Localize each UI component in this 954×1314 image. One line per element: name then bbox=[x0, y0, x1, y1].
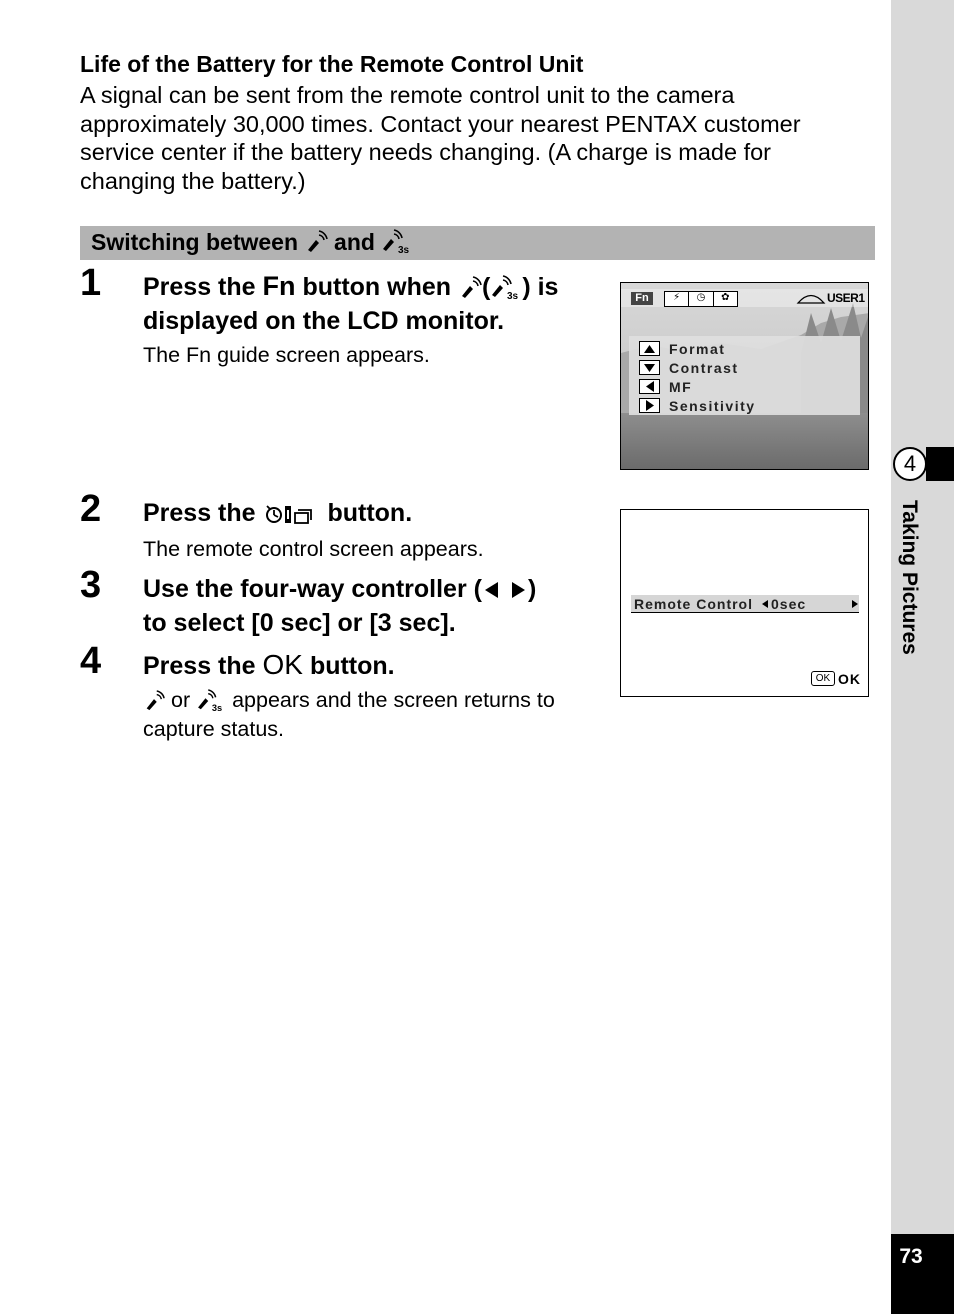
step-2-text: button. bbox=[327, 499, 413, 527]
battery-line: A signal can be sent from the remote control unit to the camera bbox=[80, 82, 735, 108]
remote-control-3s-icon bbox=[196, 689, 226, 713]
fn-menu-item-sensitivity[interactable] bbox=[639, 396, 756, 415]
page-number: 73 bbox=[899, 1245, 923, 1268]
step-3-text: Use the four-way controller ( bbox=[143, 575, 482, 603]
remote-control-label: Remote Control bbox=[634, 596, 753, 612]
drive-mode-icon bbox=[263, 501, 321, 527]
step-1-text: Press the bbox=[143, 273, 256, 301]
remote-control-screen bbox=[620, 509, 869, 697]
step-4-text: appears and the screen returns to bbox=[232, 688, 555, 712]
step-1-text: displayed on the LCD monitor. bbox=[143, 307, 505, 335]
ok-label: OK bbox=[838, 671, 861, 687]
chapter-tab-marker bbox=[926, 447, 954, 481]
step-3-text: to select [0 sec] or [3 sec]. bbox=[143, 609, 456, 637]
step-1-title bbox=[143, 269, 613, 338]
section-title bbox=[91, 227, 413, 257]
remote-control-value: 0sec bbox=[771, 596, 807, 612]
section-prefix: Switching between bbox=[91, 229, 299, 255]
step-4-text: Press the bbox=[143, 652, 256, 680]
step-1-text: button when bbox=[302, 273, 452, 301]
svg-text:3s: 3s bbox=[212, 703, 223, 714]
fn-menu-label: Contrast bbox=[669, 359, 739, 376]
step-2-text: Press the bbox=[143, 499, 256, 527]
right-arrow-icon[interactable] bbox=[852, 600, 858, 608]
fn-menu-item-format[interactable] bbox=[639, 339, 725, 358]
svg-text:3s: 3s bbox=[397, 245, 410, 255]
right-arrow-icon bbox=[639, 398, 660, 413]
step-3-title bbox=[143, 572, 613, 640]
step-4-title bbox=[143, 648, 613, 683]
fn-menu-label: MF bbox=[669, 378, 693, 395]
macro-icon: ✿ bbox=[721, 292, 730, 303]
fn-menu-label: Format bbox=[669, 340, 726, 357]
step-1-number: 1 bbox=[80, 262, 102, 304]
battery-heading: Life of the Battery for the Remote Control Unit bbox=[80, 51, 584, 77]
ok-button-glyph: OK bbox=[262, 649, 303, 680]
step-3-text: ) bbox=[527, 575, 537, 603]
fn-button-glyph: Fn bbox=[262, 271, 296, 301]
flash-icon: ⚡ bbox=[665, 292, 689, 306]
battery-line: approximately 30,000 times. Contact your nearest PENTAX customer bbox=[80, 110, 801, 137]
left-right-arrows-icon bbox=[482, 579, 528, 601]
step-3-number: 3 bbox=[80, 564, 102, 606]
battery-paragraph bbox=[80, 81, 880, 195]
step-1-paren: ( bbox=[482, 273, 491, 301]
step-2-title bbox=[143, 496, 613, 530]
step-4-text: button. bbox=[309, 652, 395, 680]
up-arrow-icon bbox=[639, 341, 660, 356]
remote-control-icon bbox=[458, 275, 482, 301]
section-and: and bbox=[334, 229, 375, 255]
step-2-number: 2 bbox=[80, 488, 102, 530]
battery-line: service center if the battery needs changing. (A charge is made for bbox=[80, 139, 772, 165]
step-4-number: 4 bbox=[80, 640, 102, 682]
fn-icon-group bbox=[664, 291, 738, 307]
fn-menu-item-contrast[interactable] bbox=[639, 358, 739, 377]
chapter-number: 4 bbox=[893, 447, 927, 481]
step-4-text: capture status. bbox=[143, 717, 285, 741]
left-arrow-icon[interactable] bbox=[762, 600, 768, 608]
fn-menu-item-mf[interactable] bbox=[639, 377, 692, 396]
fn-menu-label: Sensitivity bbox=[669, 397, 756, 414]
step-4-body bbox=[143, 686, 613, 744]
ok-key-icon: OK bbox=[811, 671, 835, 686]
step-2-body: The remote control screen appears. bbox=[143, 537, 484, 561]
battery-line: changing the battery.) bbox=[80, 167, 306, 194]
user-mode-icon bbox=[796, 290, 826, 306]
step-1-text: ) is bbox=[522, 273, 559, 301]
step-1-body: The Fn guide screen appears. bbox=[143, 343, 430, 367]
fn-guide-screen bbox=[620, 282, 869, 470]
remote-control-3s-icon bbox=[490, 275, 522, 301]
user-mode-label: USER1 bbox=[827, 291, 865, 305]
fn-label: Fn bbox=[631, 292, 653, 305]
left-arrow-icon bbox=[639, 379, 660, 394]
remote-control-icon bbox=[143, 690, 165, 712]
remote-control-icon bbox=[304, 230, 328, 254]
chapter-title: Taking Pictures bbox=[898, 500, 921, 655]
step-4-text: or bbox=[170, 688, 191, 712]
down-arrow-icon bbox=[639, 360, 660, 375]
remote-control-3s-icon bbox=[381, 229, 413, 255]
svg-text:3s: 3s bbox=[507, 291, 519, 302]
self-timer-icon: ◷ bbox=[689, 292, 713, 306]
